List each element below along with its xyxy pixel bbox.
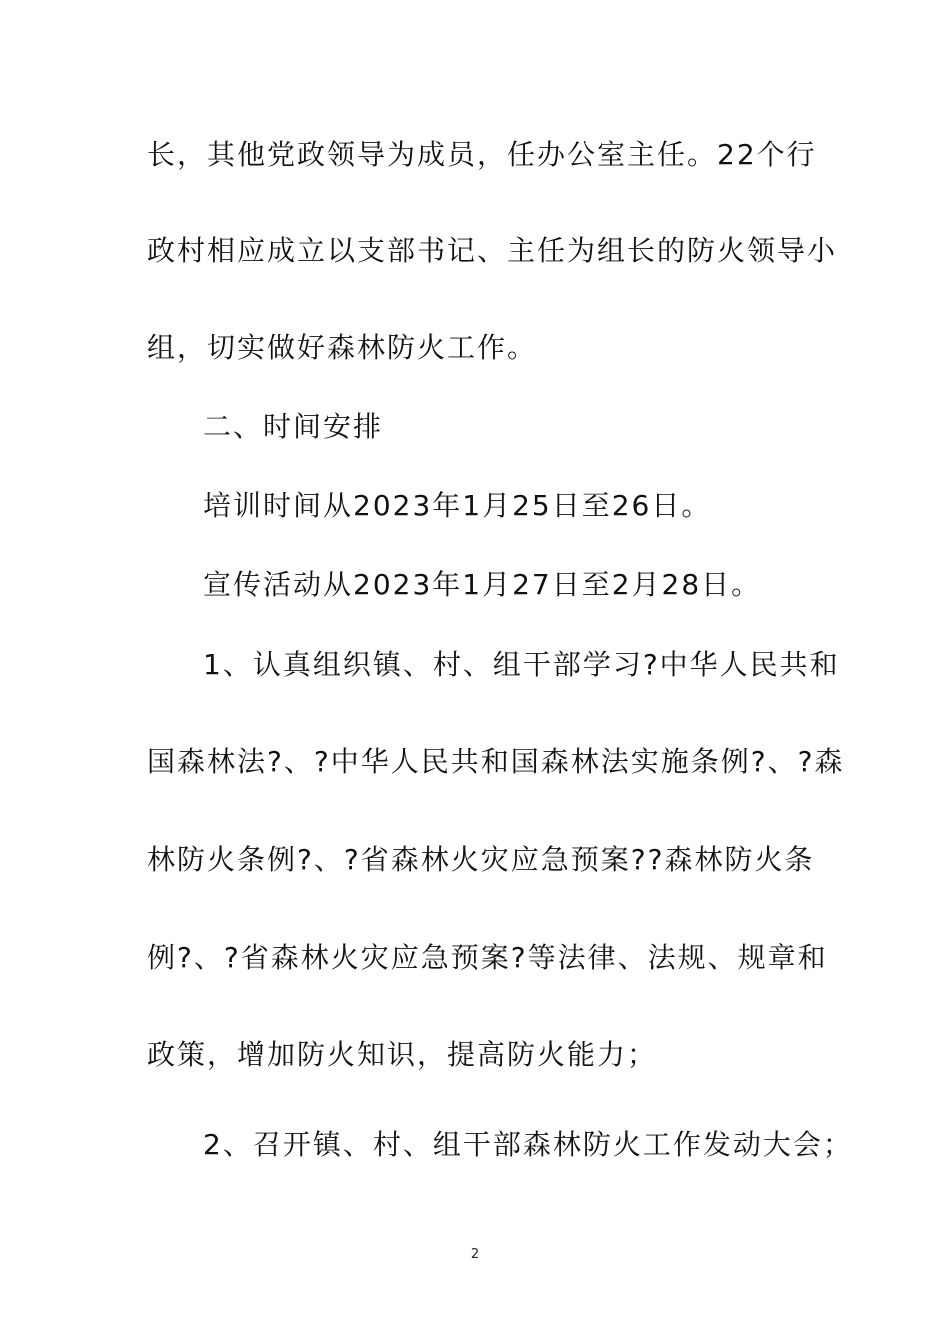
text-line: 国森林法?、?中华人民共和国森林法实施条例?、?森	[147, 745, 845, 778]
text-line: 政村相应成立以支部书记、主任为组长的防火领导小	[147, 234, 838, 267]
text-line: 组，切实做好森林防火工作。	[147, 331, 538, 364]
page-number: 2	[470, 1247, 480, 1262]
section-heading: 二、时间安排	[203, 410, 384, 443]
text-line: 2、召开镇、村、组干部森林防火工作发动大会；	[203, 1128, 853, 1161]
text-line: 长，其他党政领导为成员，任办公室主任。22个行	[147, 138, 817, 171]
text-line: 林防火条例?、?省森林火灾应急预案??森林防火条	[147, 843, 815, 876]
text-line: 例?、?省森林火灾应急预案?等法律、法规、规章和	[147, 941, 828, 974]
text-line: 政策，增加防火知识，提高防火能力；	[147, 1038, 658, 1071]
text-line: 1、认真组织镇、村、组干部学习?中华人民共和	[203, 648, 840, 681]
text-line: 培训时间从2023年1月25日至26日。	[203, 489, 712, 522]
text-line: 宣传活动从2023年1月27日至2月28日。	[203, 568, 762, 601]
